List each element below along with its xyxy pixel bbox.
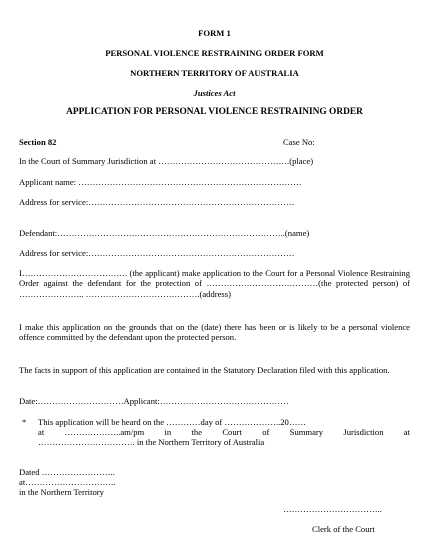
facts-paragraph: The facts in support of this application are contained in the Statutory Declaration filed with this application.: [19, 365, 390, 375]
at-line: at…………………………..: [19, 477, 116, 487]
territory-line: in the Northern Territory: [19, 487, 104, 497]
hearing-line-3: ……………………………. in the Northern Territory of Australia: [38, 437, 265, 447]
hearing-line-2: at ………………..am/pm in the Court of Summary Jurisdiction at: [38, 427, 410, 437]
applicant-address-line: Address for service:………………………………………………………………: [19, 197, 295, 207]
application-paragraph: I………………………………. (the applicant) make application to the Court for a Personal Violence Restraining Order against the defendant for the protection of …………………………………(the protected person) of ………………….. ………………………………….(address): [19, 268, 410, 299]
application-title: APPLICATION FOR PERSONAL VIOLENCE RESTRAINING ORDER: [66, 107, 363, 117]
court-line: In the Court of Summary Jurisdiction at ……………………………………….(place): [19, 156, 314, 166]
form-number: FORM 1: [198, 28, 231, 38]
grounds-paragraph: I make this application on the grounds that on the (date) there has been or is likely to be a personal violence offence committed by the defendant upon the protected person.: [19, 322, 410, 343]
applicant-name-line: Applicant name: ……………………………………………………………………: [19, 177, 302, 187]
hearing-line-1: This application will be heard on the …………day of ………………..20……: [38, 417, 307, 427]
hearing-bullet: *: [22, 417, 27, 427]
defendant-line: Defendant:……………………………………………………………………..(name): [19, 228, 310, 238]
jurisdiction: NORTHERN TERRITORY OF AUSTRALIA: [130, 68, 299, 78]
clerk-of-court-label: Clerk of the Court: [312, 524, 375, 534]
dated-line: Dated ……………………..: [19, 467, 115, 477]
signature-line: ……………………………..: [283, 504, 382, 514]
date-applicant-line: Date:…………………………Applicant:………………………………………: [19, 396, 289, 406]
section-label: Section 82: [19, 137, 57, 147]
act-name: Justices Act: [193, 88, 236, 98]
defendant-address-line: Address for service:………………………………………………………………: [19, 248, 295, 258]
case-no-label: Case No:: [283, 137, 315, 147]
form-name: PERSONAL VIOLENCE RESTRAINING ORDER FORM: [105, 48, 324, 58]
